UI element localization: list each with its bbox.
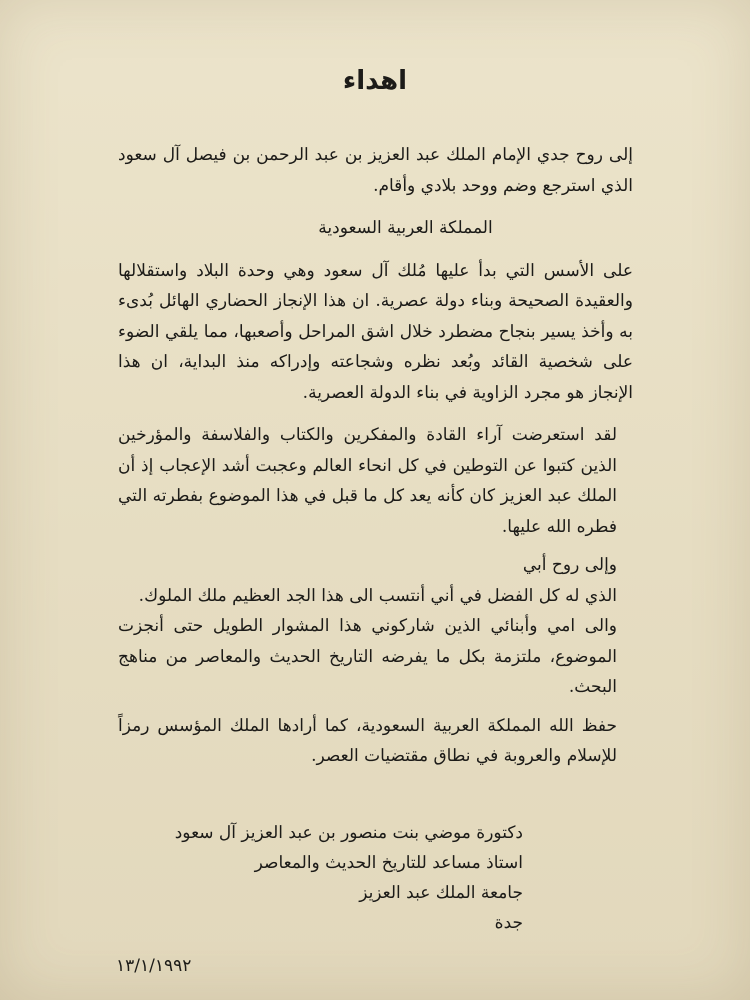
signature-position: استاذ مساعد للتاريخ الحديث والمعاصر xyxy=(254,853,523,873)
signature-name: دكتورة موضي بنت منصور بن عبد العزيز آل سعود xyxy=(174,823,523,843)
signature-date: ١٣/١/١٩٩٢ xyxy=(116,956,192,976)
paragraph-kingdom: المملكة العربية السعودية xyxy=(318,218,493,238)
paragraph-father-intro: وإلى روح أبي xyxy=(522,555,617,575)
paragraph-foundations: على الأسس التي بدأ عليها مُلك آل سعود وهي وحدة البلاد واستقلالها والعقيدة الصحيحة وبناء دولة عصرية. ان هذا الإنجاز الحضاري الهائل بُدىء به وأخذ يسير بنجاح مضطرد خلال اشق المراحل وأصعبها، مما يلقي الضوء على شخصية القائد وبُعد نظره وشجاعته وإدراكه منذ البداية، ان هذا الإنجاز هو مجرد الزاوية في بناء الدولة العصرية. xyxy=(118,260,633,403)
signature-block xyxy=(118,818,523,938)
dedication-body xyxy=(118,140,633,772)
paragraph-prayer: حفظ الله المملكة العربية السعودية، كما أرادها الملك المؤسس رمزاً للإسلام والعروبة في نطاق مقتضيات العصر. xyxy=(118,715,617,766)
paragraph-reviewed: لقد استعرضت آراء القادة والمفكرين والكتاب والفلاسفة والمؤرخين الذين كتبوا عن التوطين في كل انحاء العالم وعجبت أشد الإعجاب إذ أن الملك عبد العزيز كان كأنه يعد كل ما قبل في هذا الموضوع بفطرته التي فطره الله عليها. xyxy=(118,425,617,537)
signature-city: جدة xyxy=(494,913,523,933)
page-title: اهداء xyxy=(342,66,408,96)
paragraph-grandfather: إلى روح جدي الإمام الملك عبد العزيز بن عبد الرحمن بن فيصل آل سعود الذي استرجع وضم ووحد بلادي وأقام. xyxy=(118,145,633,196)
paragraph-mother-children: والى امي وأبنائي الذين شاركوني هذا المشوار الطويل حتى أنجزت الموضوع، ملتزمة بكل ما يفرضه التاريخ الحديث والمعاصر من مناهج البحث. xyxy=(118,616,617,697)
paragraph-father: الذي له كل الفضل في أني أنتسب الى هذا الجد العظيم ملك الملوك. xyxy=(138,585,617,606)
signature-university: جامعة الملك عبد العزيز xyxy=(359,883,523,903)
